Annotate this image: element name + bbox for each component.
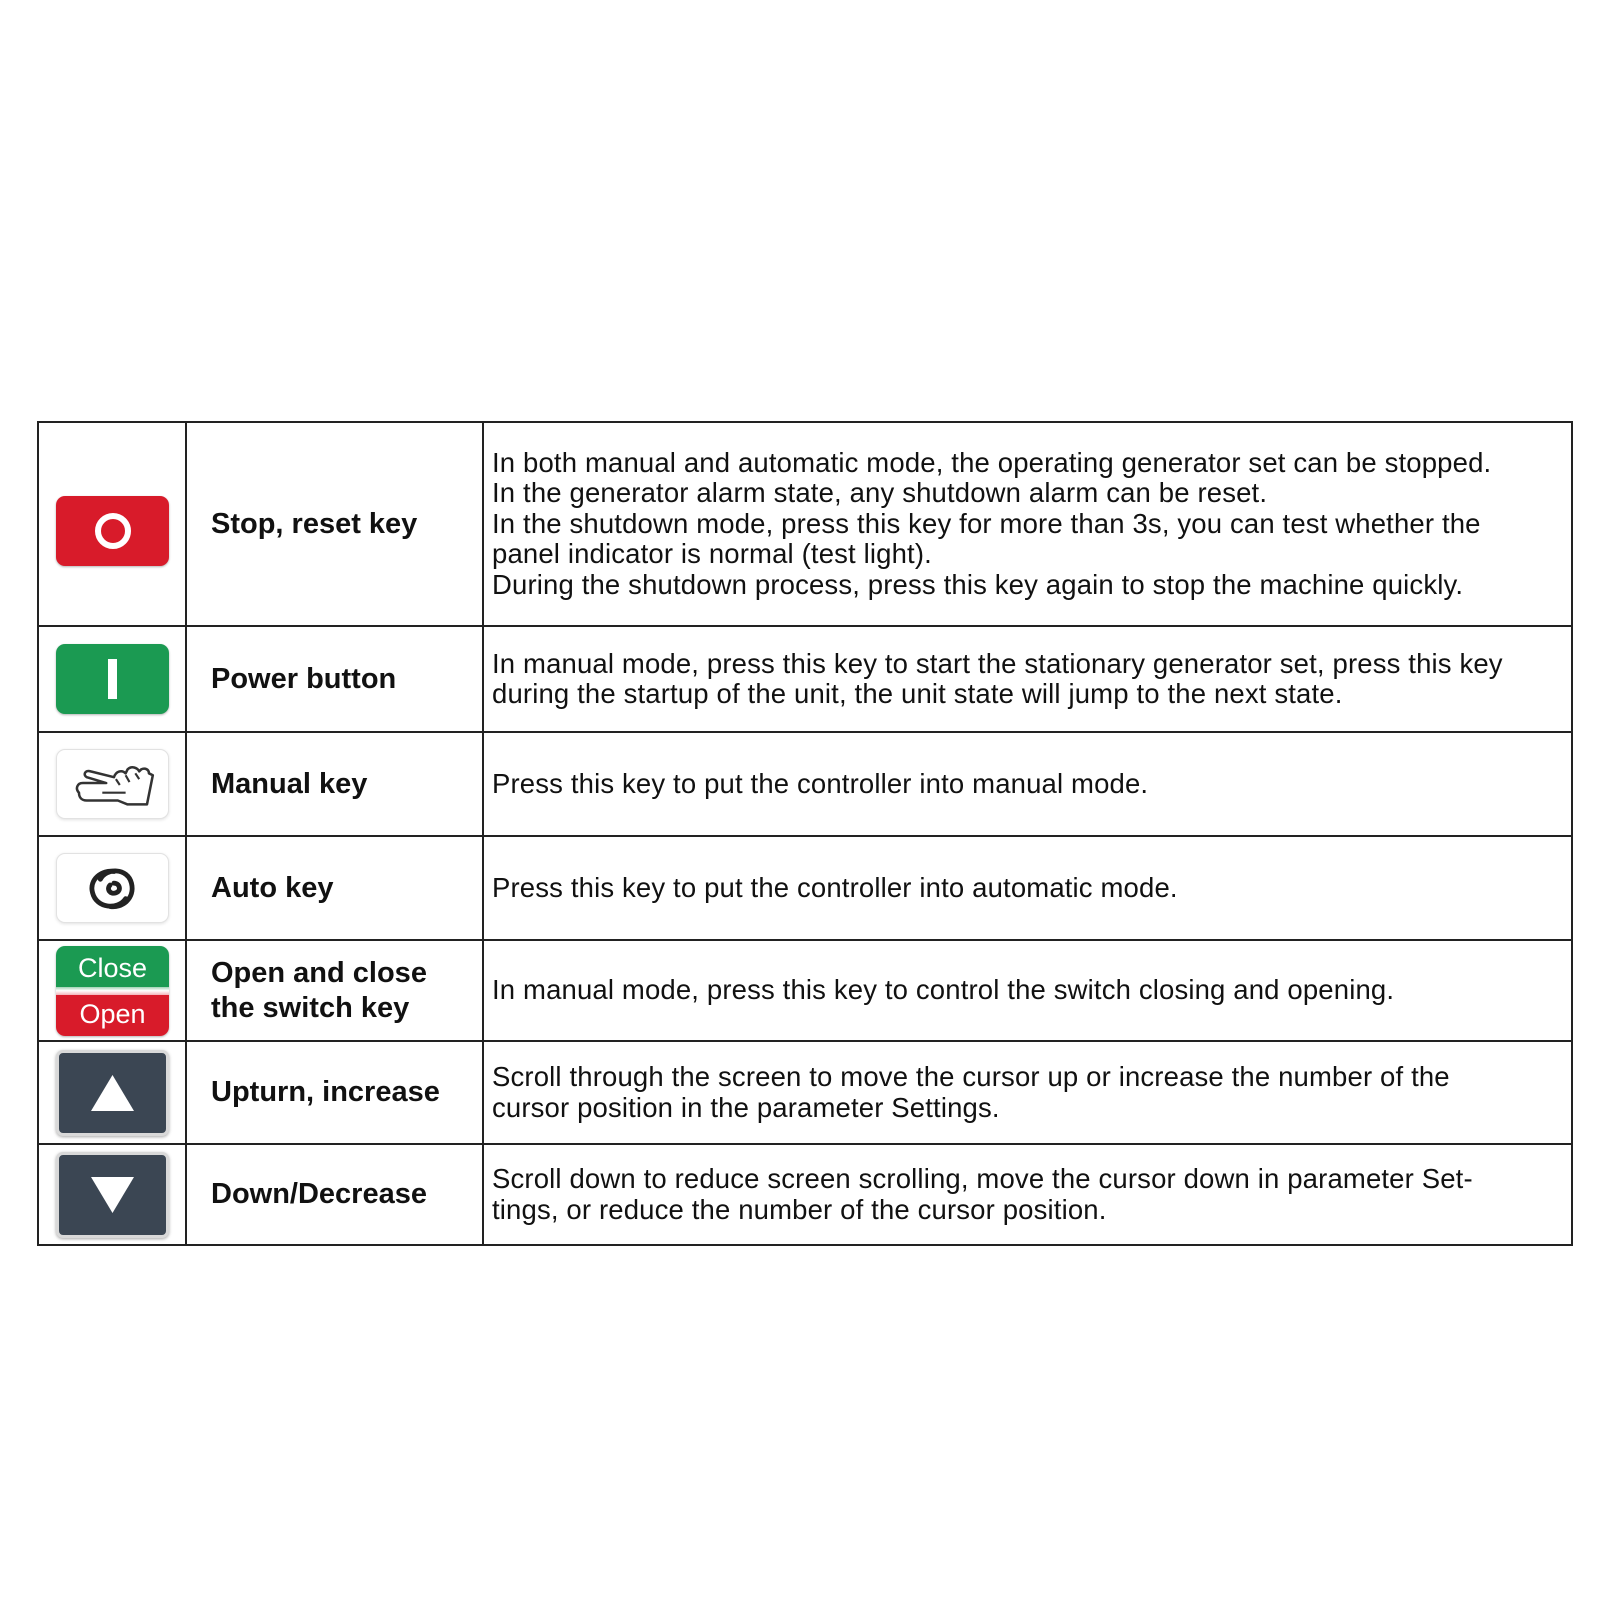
description-line: In manual mode, press this key to start the stationary generator set, press this key (492, 647, 1503, 679)
power-icon (56, 644, 169, 714)
key-description (483, 1144, 1572, 1245)
description-line: cursor position in the parameter Settings. (492, 1091, 1000, 1123)
hand-icon (56, 749, 169, 819)
icon-cell (38, 732, 186, 836)
open-label: Open (56, 995, 169, 1036)
description-line: Press this key to put the controller into automatic mode. (492, 871, 1178, 903)
icon-cell (38, 940, 186, 1041)
key-description (483, 1041, 1572, 1144)
key-description (483, 626, 1572, 732)
auto-spiral-icon (56, 853, 169, 923)
key-name: Auto key (186, 836, 483, 940)
key-name-line: Open and close (211, 956, 427, 989)
close-open-switch-icon (56, 946, 169, 1036)
description-line: In the shutdown mode, press this key for more than 3s, you can test whether the (492, 507, 1481, 539)
table-row (38, 626, 1572, 732)
key-name: Stop, reset key (186, 422, 483, 626)
icon-cell (38, 1144, 186, 1245)
table-row (38, 1041, 1572, 1144)
description-line: Press this key to put the controller into manual mode. (492, 767, 1149, 799)
key-name (186, 940, 483, 1041)
description-line: panel indicator is normal (test light). (492, 538, 932, 570)
description-line: Scroll down to reduce screen scrolling, move the cursor down in parameter Set- (492, 1163, 1473, 1194)
icon-cell (38, 422, 186, 626)
description-line: Scroll through the screen to move the cursor up or increase the number of the (492, 1061, 1450, 1092)
table-row (38, 940, 1572, 1041)
arrow-down-icon (56, 1152, 169, 1238)
stop-icon (56, 496, 169, 566)
table-row (38, 836, 1572, 940)
icon-cell (38, 1041, 186, 1144)
table-row (38, 1144, 1572, 1245)
key-description (483, 422, 1572, 626)
close-label: Close (56, 946, 169, 987)
description-line: In the generator alarm state, any shutdown alarm can be reset. (492, 477, 1268, 509)
icon-cell (38, 836, 186, 940)
description-line: In both manual and automatic mode, the operating generator set can be stopped. (492, 446, 1492, 478)
icon-cell (38, 626, 186, 732)
description-line: In manual mode, press this key to control the switch closing and opening. (492, 974, 1395, 1006)
key-description (483, 940, 1572, 1041)
key-name: Upturn, increase (186, 1041, 483, 1144)
key-description (483, 732, 1572, 836)
description-line: during the startup of the unit, the unit state will jump to the next state. (492, 678, 1343, 709)
description-line: During the shutdown process, press this key again to stop the machine quickly. (492, 568, 1464, 600)
key-name-line: the switch key (211, 991, 410, 1024)
key-name: Manual key (186, 732, 483, 836)
arrow-up-icon (56, 1050, 169, 1136)
table-row (38, 422, 1572, 626)
description-line: tings, or reduce the number of the cursor position. (492, 1193, 1107, 1225)
key-name: Power button (186, 626, 483, 732)
key-name: Down/Decrease (186, 1144, 483, 1245)
key-function-table (37, 421, 1573, 1246)
table-row (38, 732, 1572, 836)
key-description (483, 836, 1572, 940)
